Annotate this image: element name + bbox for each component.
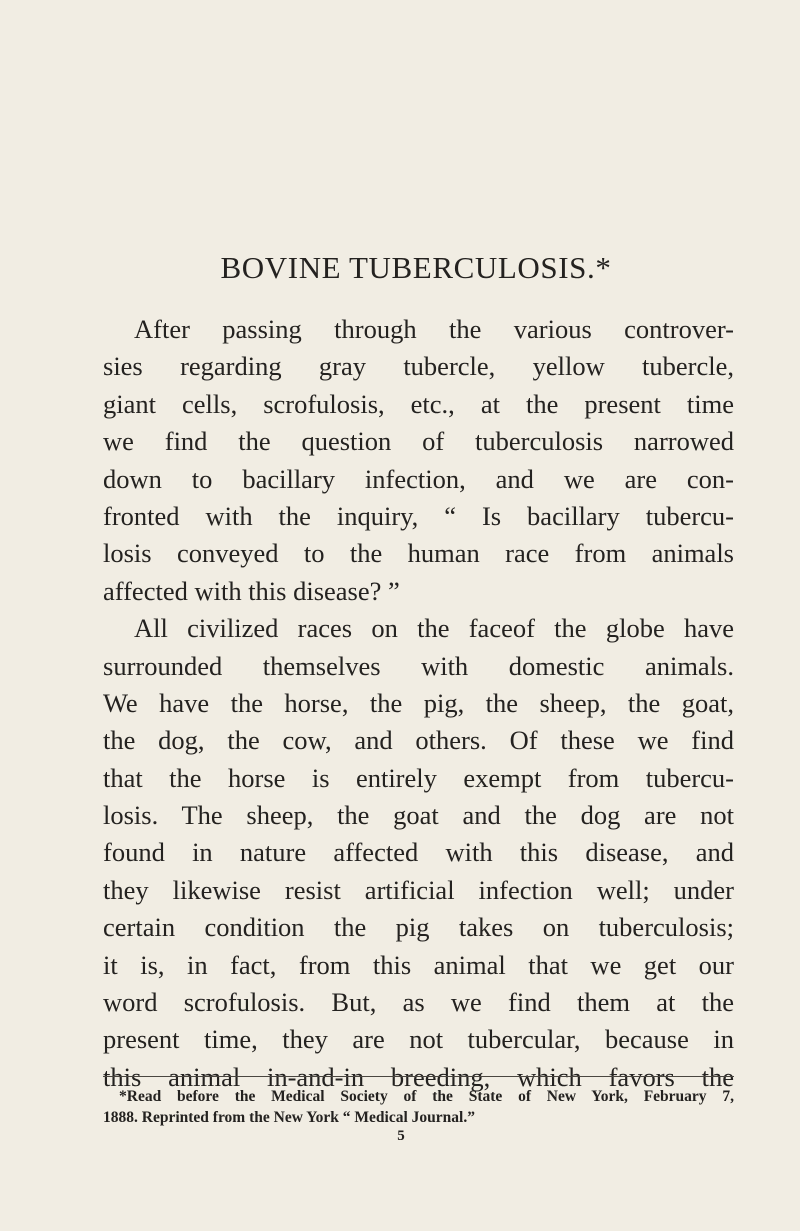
paragraph-2-line-5: that the horse is entirely exempt from tubercu-	[103, 762, 734, 793]
paragraph-2-line-13: this animal in-and-in breeding, which favors the	[103, 1061, 734, 1092]
paragraph-1-line-6: fronted with the inquiry, “ Is bacillary tubercu-	[103, 500, 734, 531]
footnote-line-1: *Read before the Medical Society of the State of New York, February 7,	[119, 1088, 734, 1105]
paragraph-1-line-5: down to bacillary infection, and we are con-	[103, 463, 734, 494]
paragraph-2-line-10: it is, in fact, from this animal that we get our	[103, 949, 734, 980]
paragraph-2-line-4: the dog, the cow, and others. Of these we find	[103, 725, 734, 756]
paragraph-2-line-11: word scrofulosis. But, as we find them at the	[103, 987, 734, 1018]
paragraph-2-line-9: certain condition the pig takes on tuberculosis;	[103, 912, 734, 943]
paragraph-1-line-3: giant cells, scrofulosis, etc., at the present time	[103, 388, 734, 419]
paragraph-2-line-8: they likewise resist artificial infection well; under	[103, 874, 734, 905]
body-text	[103, 311, 734, 1096]
paragraph-2-line-3: We have the horse, the pig, the sheep, the goat,	[103, 687, 734, 718]
paragraph-1-line-2: sies regarding gray tubercle, yellow tubercle,	[103, 351, 734, 382]
footnote-line-2: 1888. Reprinted from the New York “ Medical Journal.”	[103, 1109, 475, 1126]
footnote-divider	[103, 1076, 734, 1077]
paragraph-2-line-7: found in nature affected with this disease, and	[103, 837, 734, 868]
paragraph-2-line-1: All civilized races on the faceof the globe have	[134, 613, 734, 644]
paragraph-2-line-12: present time, they are not tubercular, because in	[103, 1024, 734, 1055]
chapter-title: BOVINE TUBERCULOSIS.*	[220, 250, 612, 285]
paragraph-1-line-7: losis conveyed to the human race from animals	[103, 538, 734, 569]
paragraph-2-line-6: losis. The sheep, the goat and the dog are not	[103, 800, 734, 831]
page-number: 5	[397, 1128, 405, 1144]
footnote	[103, 1086, 734, 1128]
paragraph-2-line-2: surrounded themselves with domestic animals.	[103, 650, 734, 681]
paragraph-1-line-4: we find the question of tuberculosis narrowed	[103, 426, 734, 457]
paragraph-1-line-1: After passing through the various controver-	[134, 314, 734, 344]
paragraph-1-line-8: affected with this disease? ”	[103, 575, 400, 606]
